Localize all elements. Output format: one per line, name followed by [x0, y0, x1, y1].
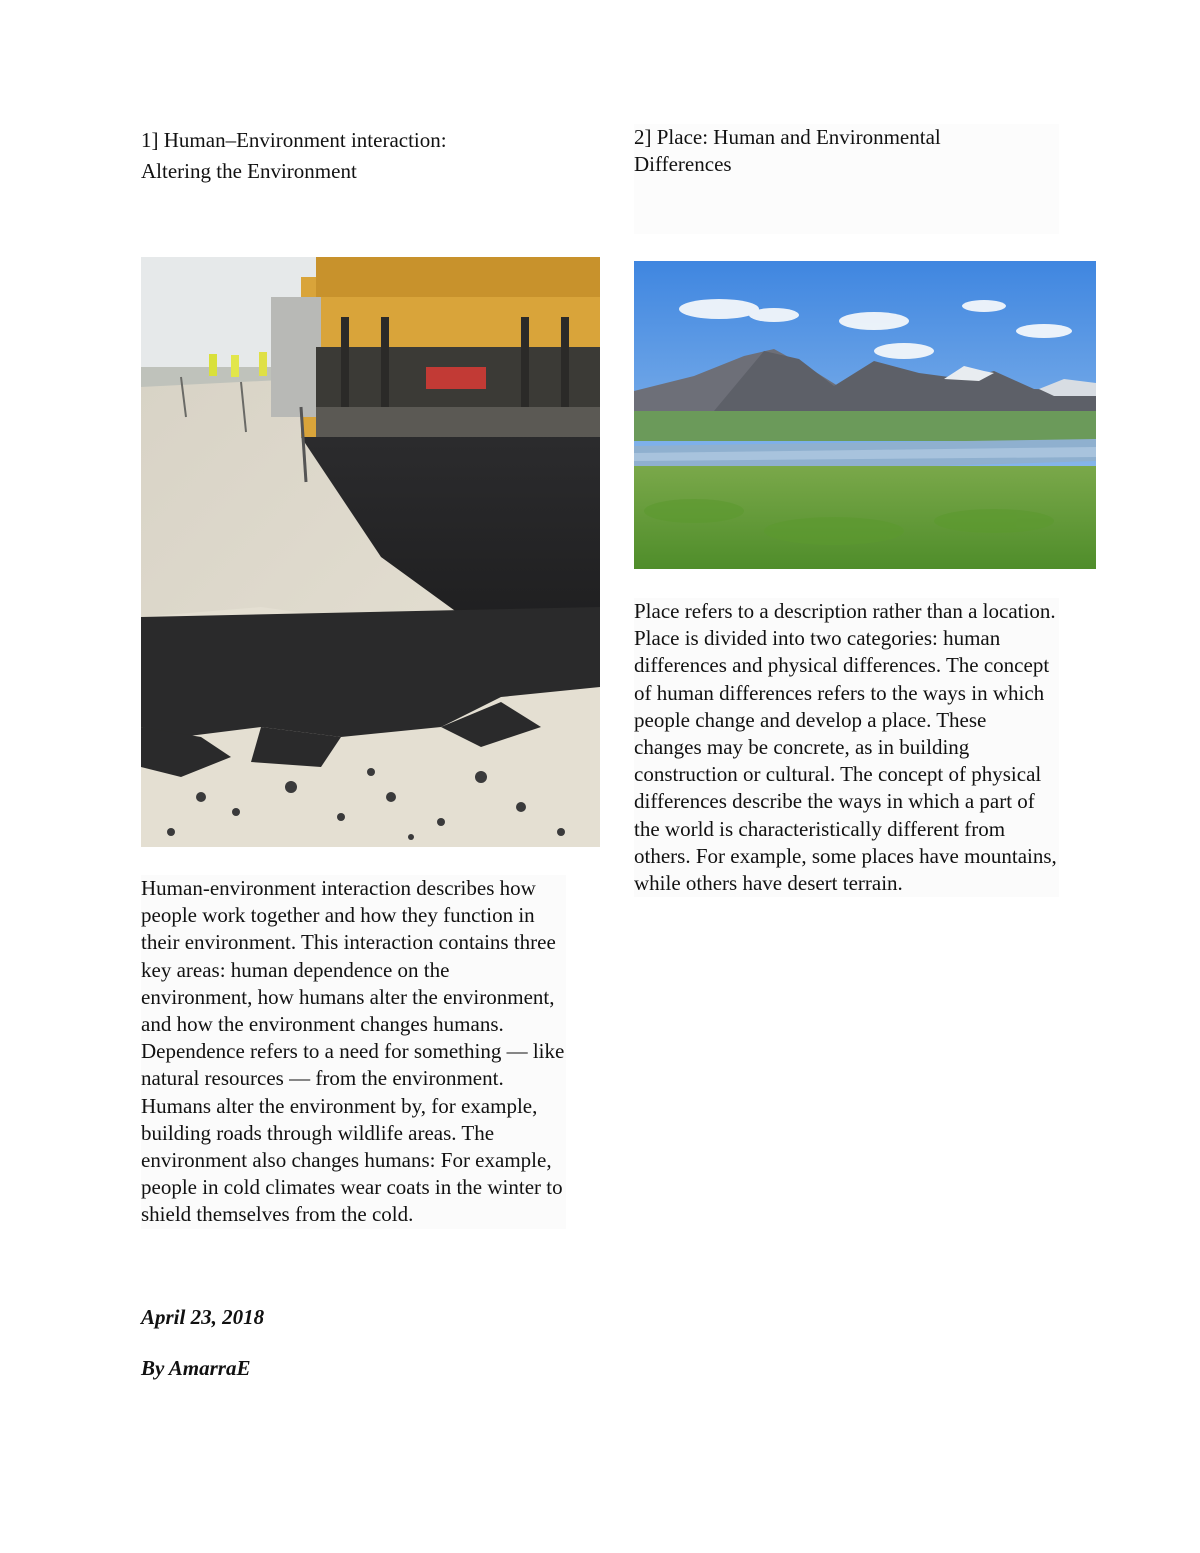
- author-byline: By AmarraE: [141, 1356, 251, 1380]
- section-1-body: Human-environment interaction describes how people work together and how they function in their environment. This interaction contains three key areas: human dependence on the environment, how humans alter the environment, and how the environment changes humans. Dependence refers to a need for something — like natural resources — from the environment. Humans alter the environment by, for example, building roads through wildlife areas. The environment also changes humans: For example, people in cold climates wear coats in the winter to shield themselves from the cold.: [141, 875, 566, 1229]
- section-2-body: Place refers to a description rather than a location. Place is divided into two categories: human differences and physical differences. The concept of human differences refers to the ways in which people change and develop a place. These changes may be concrete, as in building construction or cultural. The concept of physical differences describe the ways in which a part of the world is characteristically different from others. For example, some places have mountains, while others have desert terrain.: [634, 598, 1059, 897]
- mountain-landscape-photo: [634, 261, 1096, 569]
- publication-date: April 23, 2018: [141, 1305, 265, 1329]
- road-paving-photo: [141, 257, 600, 847]
- section-1-heading: 1] Human–Environment interaction: Altering the Environment: [141, 128, 447, 183]
- section-2-heading: 2] Place: Human and Environmental Differences: [634, 124, 1059, 234]
